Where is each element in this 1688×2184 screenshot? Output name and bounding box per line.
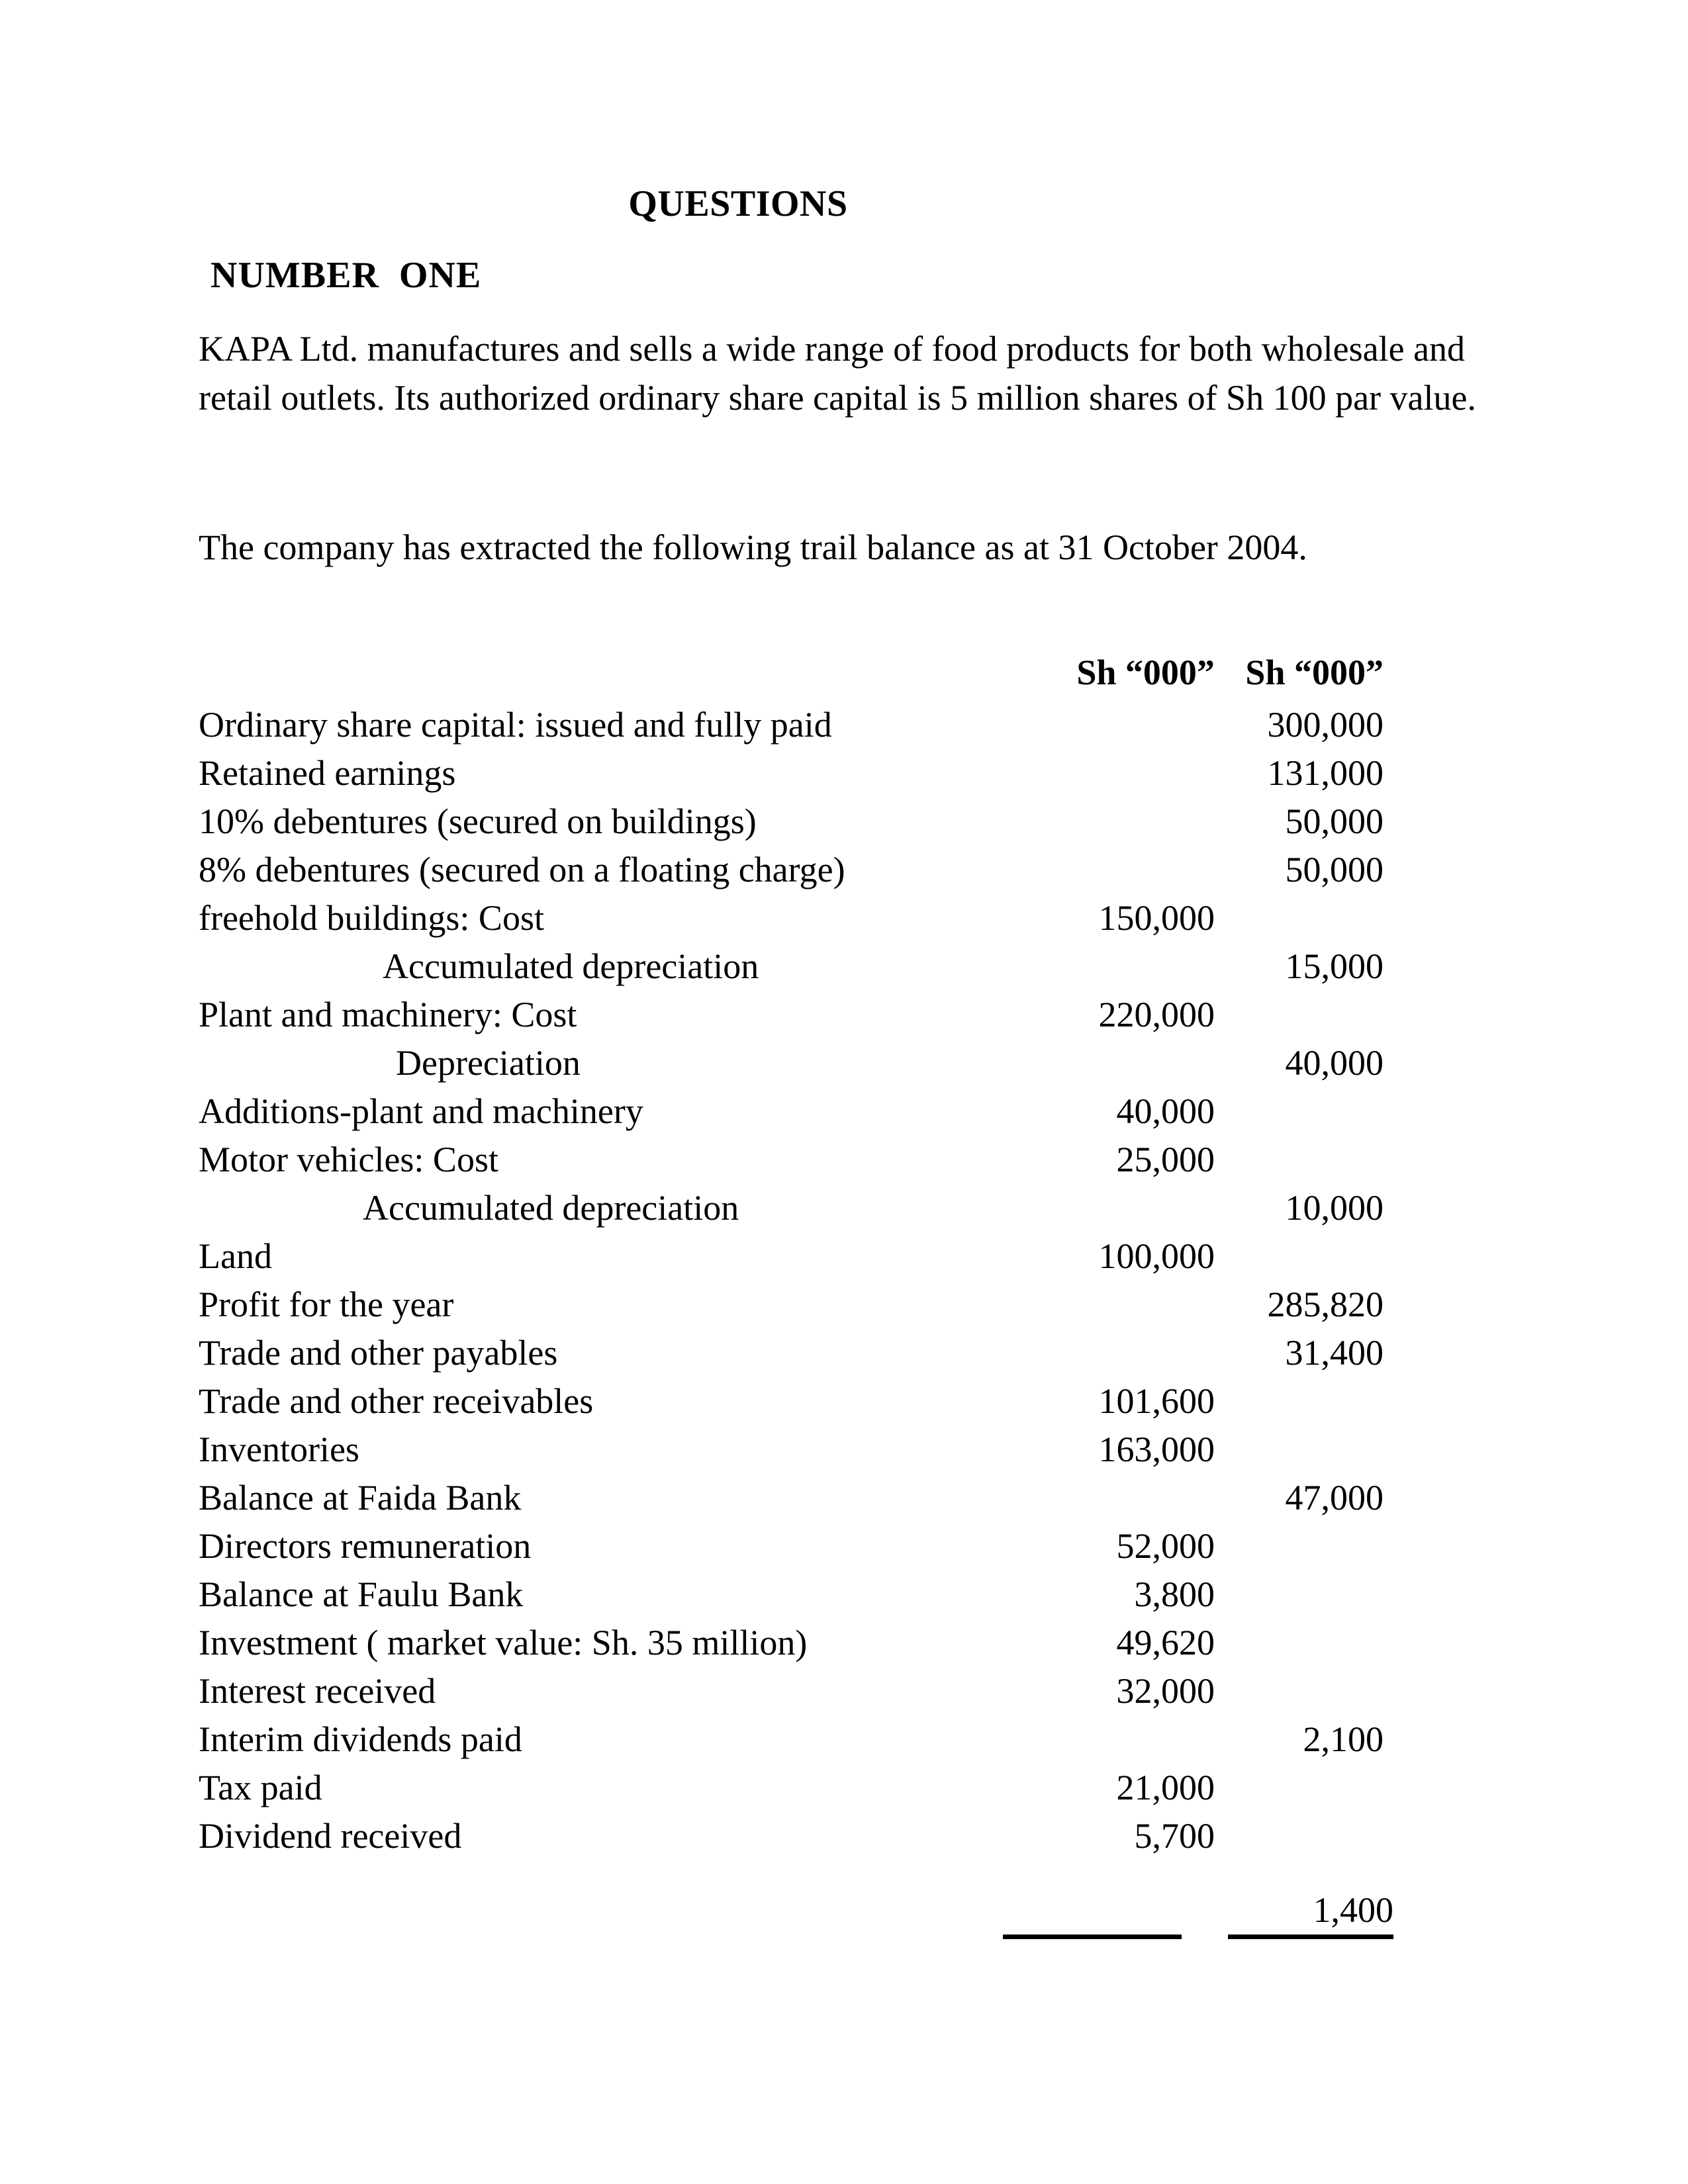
row-debit-value bbox=[1046, 1474, 1215, 1522]
row-label: 10% debentures (secured on buildings) bbox=[199, 801, 757, 841]
row-label: 8% debentures (secured on a floating charge) bbox=[199, 850, 845, 889]
table-row bbox=[199, 1039, 1383, 1087]
row-label: Profit for the year bbox=[199, 1285, 454, 1324]
row-credit-value bbox=[1215, 1570, 1383, 1619]
row-credit-value: 131,000 bbox=[1267, 753, 1383, 793]
table-row bbox=[199, 1281, 1383, 1329]
row-credit-value: 300,000 bbox=[1267, 705, 1383, 745]
table-row bbox=[199, 749, 1383, 797]
row-credit-value: 2,100 bbox=[1303, 1719, 1383, 1759]
row-debit-value bbox=[1046, 1281, 1215, 1329]
table-row bbox=[199, 1329, 1383, 1377]
table-row bbox=[199, 1087, 1383, 1136]
table-row bbox=[199, 1232, 1383, 1281]
table-row bbox=[199, 1715, 1383, 1764]
table-row bbox=[199, 797, 1383, 846]
row-debit-value bbox=[1046, 1329, 1215, 1377]
table-row bbox=[199, 991, 1383, 1039]
row-credit-value: 50,000 bbox=[1285, 850, 1383, 889]
header-label-cell bbox=[199, 649, 1046, 701]
row-label: Land bbox=[199, 1236, 272, 1276]
row-credit-value bbox=[1215, 1667, 1383, 1715]
table-row bbox=[199, 1812, 1383, 1860]
total-credit-value: 1,400 bbox=[1313, 1890, 1393, 1930]
row-credit-value: 50,000 bbox=[1285, 801, 1383, 841]
row-credit-value: 285,820 bbox=[1267, 1285, 1383, 1324]
row-debit-value bbox=[1046, 846, 1215, 894]
trial-balance-intro-paragraph: The company has extracted the following trail balance as at 31 October 2004. bbox=[199, 527, 1307, 567]
header-credit-cell: Sh “000” bbox=[1245, 653, 1383, 692]
table-row bbox=[199, 701, 1383, 749]
row-debit-value: 101,600 bbox=[1098, 1381, 1215, 1421]
row-debit-value bbox=[1046, 749, 1215, 797]
table-row bbox=[199, 1619, 1383, 1667]
row-label: Retained earnings bbox=[199, 753, 456, 793]
row-label: Tax paid bbox=[199, 1768, 322, 1807]
row-label: Directors remuneration bbox=[199, 1526, 532, 1566]
row-debit-value: 40,000 bbox=[1116, 1091, 1215, 1131]
page-title: QUESTIONS bbox=[628, 183, 848, 224]
row-debit-value: 163,000 bbox=[1098, 1430, 1215, 1469]
row-debit-value bbox=[1046, 797, 1215, 846]
table-row bbox=[199, 1667, 1383, 1715]
row-credit-value bbox=[1215, 1377, 1383, 1426]
row-label: Trade and other receivables bbox=[199, 1381, 594, 1421]
row-credit-value bbox=[1215, 1136, 1383, 1184]
table-row bbox=[199, 846, 1383, 894]
row-credit-value: 15,000 bbox=[1285, 946, 1383, 986]
row-label: Dividend received bbox=[199, 1816, 462, 1856]
row-debit-value: 21,000 bbox=[1116, 1768, 1215, 1807]
row-label: freehold buildings: Cost bbox=[199, 898, 544, 938]
row-label: Interest received bbox=[199, 1671, 436, 1711]
row-debit-value: 32,000 bbox=[1116, 1671, 1215, 1711]
row-debit-value bbox=[1046, 942, 1215, 991]
header-debit-cell: Sh “000” bbox=[1076, 653, 1215, 692]
row-label: Plant and machinery: Cost bbox=[199, 995, 577, 1034]
table-row bbox=[199, 1764, 1383, 1812]
row-label: Accumulated depreciation bbox=[363, 1188, 739, 1228]
row-credit-value bbox=[1215, 1426, 1383, 1474]
row-credit-value bbox=[1215, 1812, 1383, 1860]
question-heading: NUMBER ONE bbox=[211, 255, 482, 296]
row-debit-value bbox=[1046, 1039, 1215, 1087]
debit-column-total-rule bbox=[1003, 1934, 1182, 1939]
table-row bbox=[199, 1522, 1383, 1570]
row-credit-value: 31,400 bbox=[1285, 1333, 1383, 1373]
row-credit-value: 40,000 bbox=[1285, 1043, 1383, 1083]
credit-column-total-rule bbox=[1228, 1934, 1393, 1939]
row-label: Balance at Faulu Bank bbox=[199, 1574, 524, 1614]
row-debit-value: 220,000 bbox=[1098, 995, 1215, 1034]
row-credit-value bbox=[1215, 991, 1383, 1039]
row-debit-value: 3,800 bbox=[1134, 1574, 1215, 1614]
row-label: Investment ( market value: Sh. 35 million) bbox=[199, 1623, 808, 1662]
table-row bbox=[199, 1377, 1383, 1426]
row-label: Depreciation bbox=[396, 1043, 581, 1083]
table-row bbox=[199, 1136, 1383, 1184]
row-debit-value: 5,700 bbox=[1134, 1816, 1215, 1856]
table-row bbox=[199, 1426, 1383, 1474]
row-debit-value bbox=[1046, 701, 1215, 749]
row-label: Trade and other payables bbox=[199, 1333, 558, 1373]
table-row bbox=[199, 1570, 1383, 1619]
row-debit-value: 25,000 bbox=[1116, 1140, 1215, 1179]
row-debit-value bbox=[1046, 1184, 1215, 1232]
row-debit-value: 52,000 bbox=[1116, 1526, 1215, 1566]
row-label: Additions-plant and machinery bbox=[199, 1091, 643, 1131]
row-label: Motor vehicles: Cost bbox=[199, 1140, 498, 1179]
row-label: Accumulated depreciation bbox=[383, 946, 759, 986]
trial-balance-table bbox=[199, 649, 1383, 1860]
row-credit-value bbox=[1215, 1764, 1383, 1812]
row-label: Interim dividends paid bbox=[199, 1719, 522, 1759]
row-label: Inventories bbox=[199, 1430, 359, 1469]
row-credit-value: 10,000 bbox=[1285, 1188, 1383, 1228]
row-label: Balance at Faida Bank bbox=[199, 1478, 522, 1518]
table-row bbox=[199, 1184, 1383, 1232]
row-debit-value: 150,000 bbox=[1098, 898, 1215, 938]
row-credit-value bbox=[1215, 1522, 1383, 1570]
row-label: Ordinary share capital: issued and fully paid bbox=[199, 705, 832, 745]
table-row bbox=[199, 1474, 1383, 1522]
row-credit-value bbox=[1215, 1619, 1383, 1667]
row-debit-value bbox=[1046, 1715, 1215, 1764]
intro-paragraph: KAPA Ltd. manufactures and sells a wide range of food products for both wholesale and retail outlets. Its authorized ordinary share capital is 5 million shares of Sh 100 par value. bbox=[199, 329, 1476, 418]
row-credit-value bbox=[1215, 894, 1383, 942]
row-debit-value: 49,620 bbox=[1116, 1623, 1215, 1662]
row-debit-value: 100,000 bbox=[1098, 1236, 1215, 1276]
table-header-row bbox=[199, 649, 1383, 701]
row-credit-value bbox=[1215, 1232, 1383, 1281]
table-row bbox=[199, 894, 1383, 942]
row-credit-value bbox=[1215, 1087, 1383, 1136]
table-row bbox=[199, 942, 1383, 991]
row-credit-value: 47,000 bbox=[1285, 1478, 1383, 1518]
trial-balance-body bbox=[199, 649, 1383, 1860]
